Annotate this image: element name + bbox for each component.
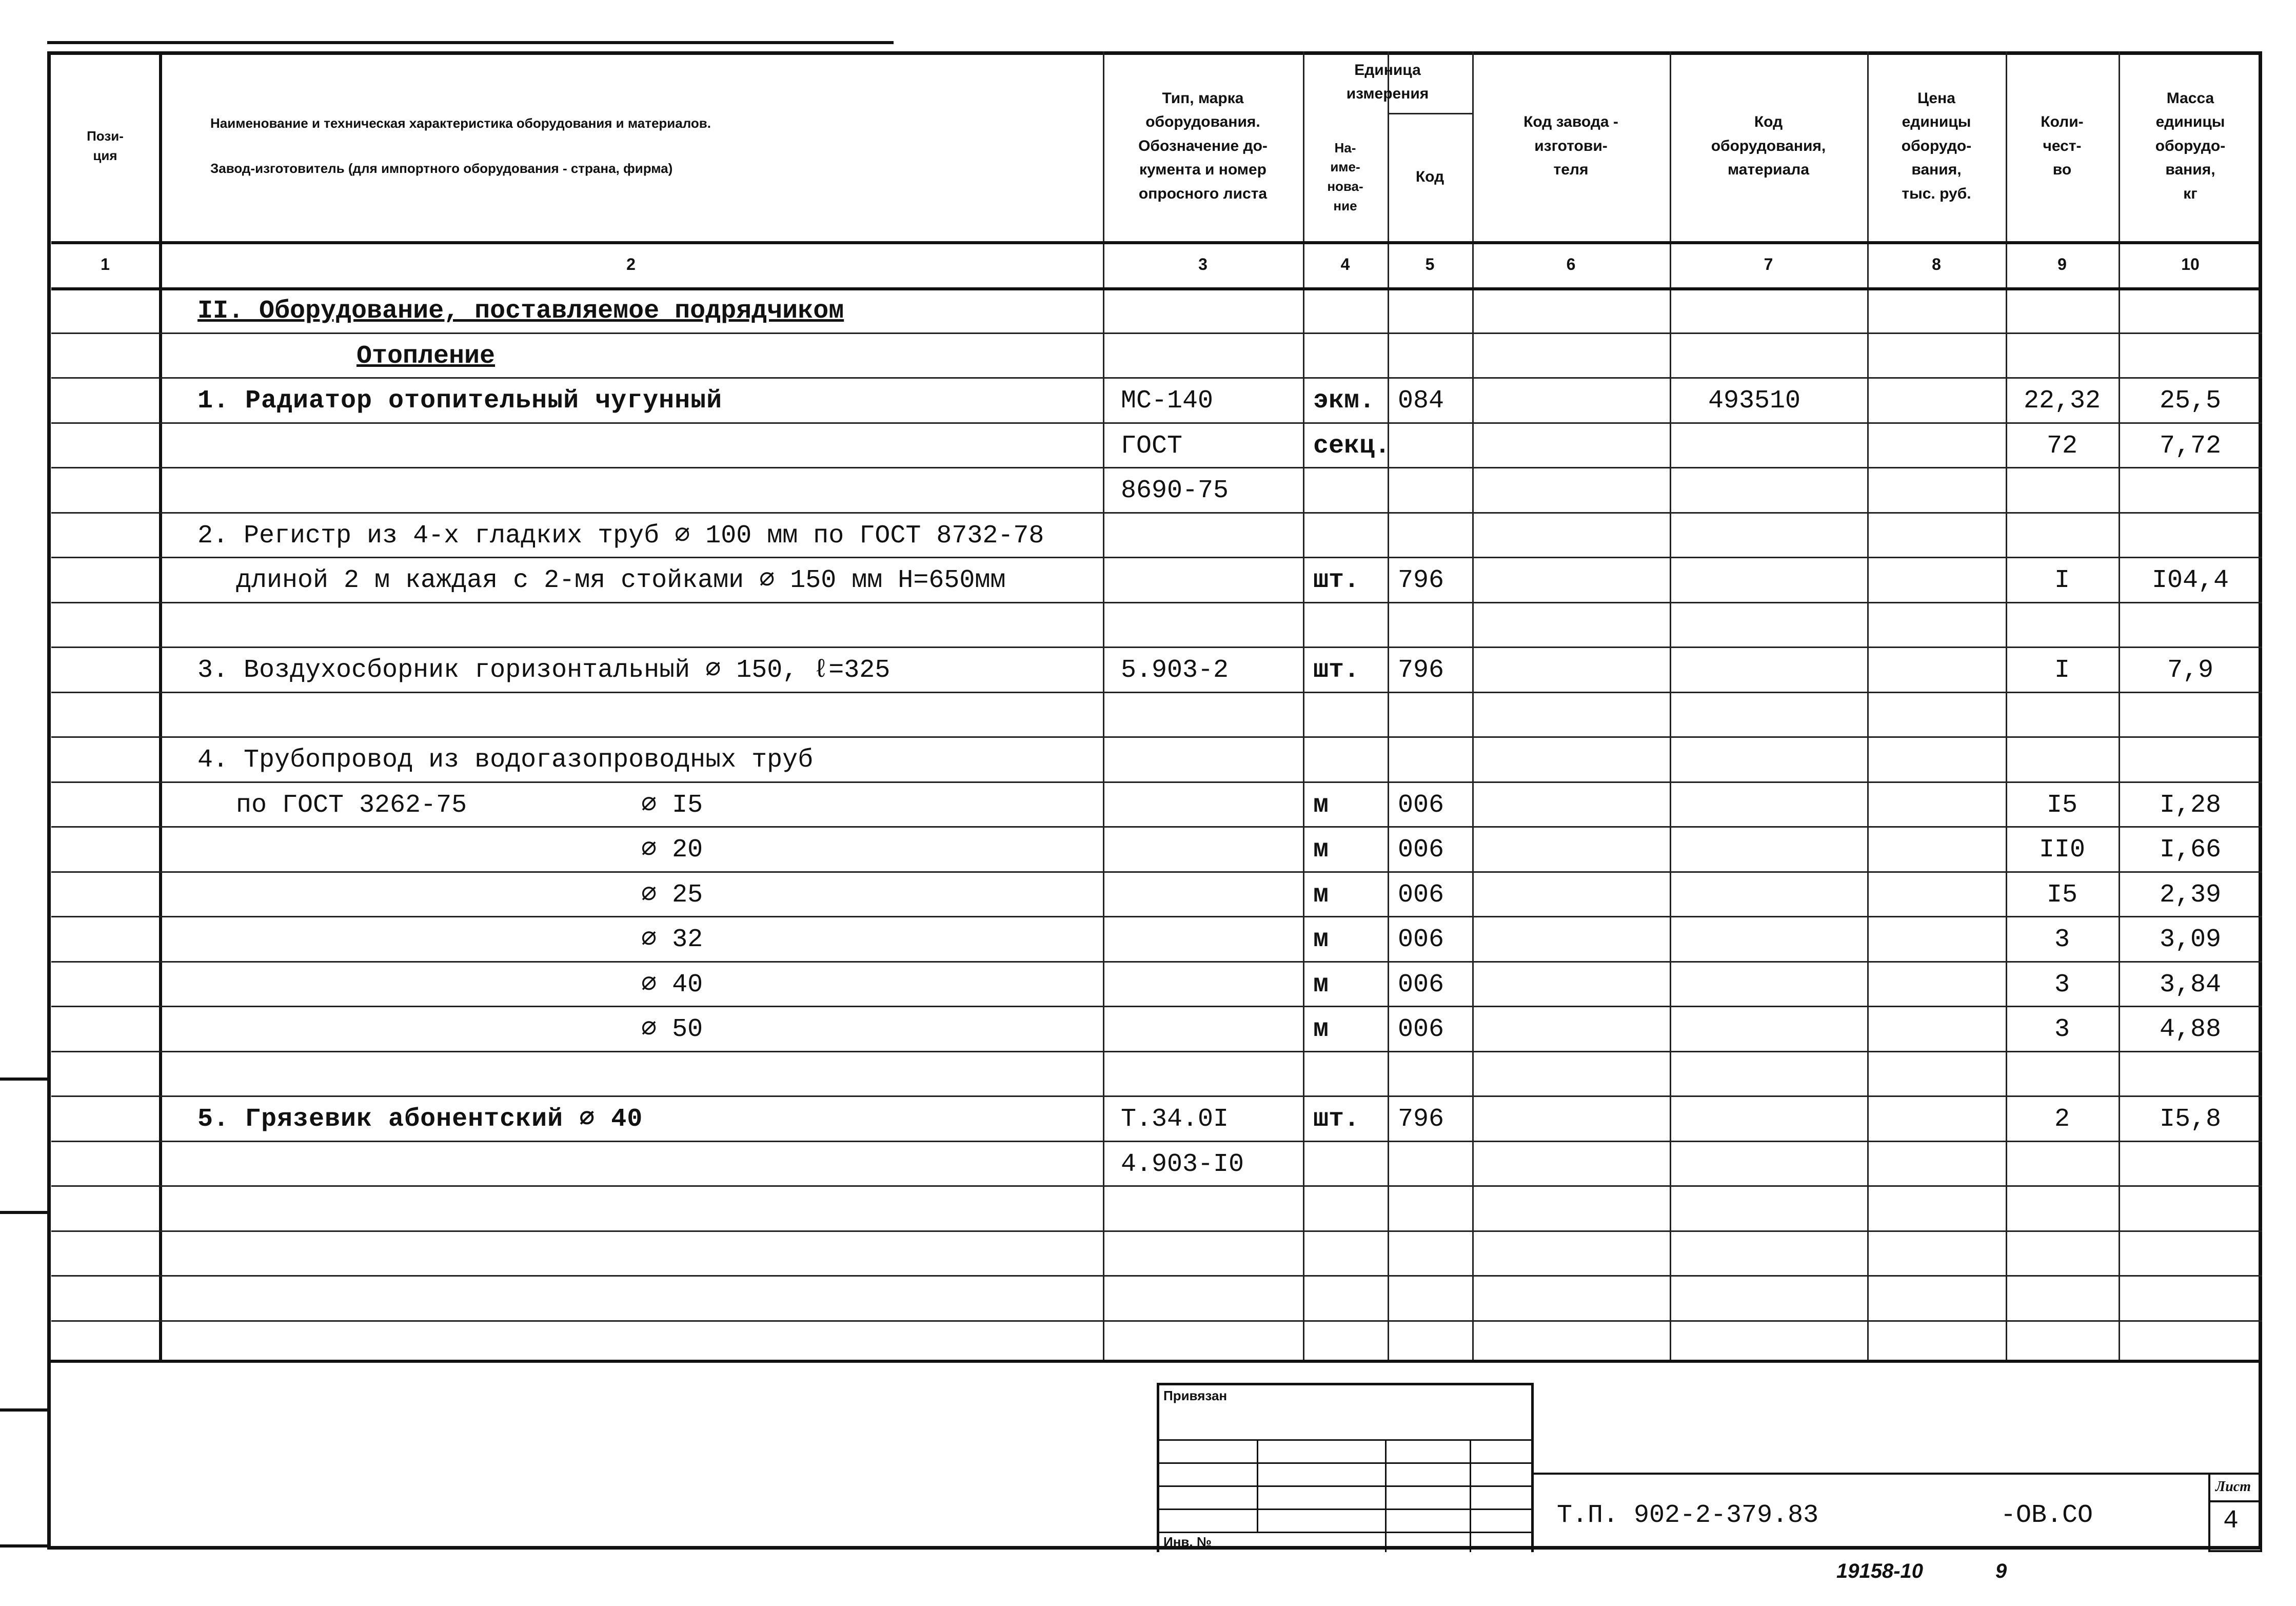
row-name: 3. Воздухосборник горизонтальный ∅ 150, ℓ=325 <box>197 656 890 685</box>
row-unit-code: 006 <box>1398 880 1444 910</box>
column-number: 1 <box>101 254 110 273</box>
grid-line <box>51 1230 2262 1232</box>
column-number: 5 <box>1425 254 1435 273</box>
row-name: длиной 2 м каждая с 2-мя стойками ∅ 150 мм H=650мм <box>236 566 1006 595</box>
row-type: Т.34.0I <box>1121 1105 1229 1134</box>
row-type: 4.903-I0 <box>1121 1149 1244 1179</box>
row-mass: 7,72 <box>2160 431 2222 461</box>
row-unit: м <box>1313 835 1329 865</box>
grid-line <box>51 1141 2262 1142</box>
column-number: 3 <box>1198 254 1208 273</box>
row-quantity: 72 <box>2047 431 2078 461</box>
row-quantity: 3 <box>2054 970 2070 1000</box>
grid-line <box>51 1320 2262 1322</box>
margin-tick <box>0 1544 47 1548</box>
row-quantity: 2 <box>2054 1105 2070 1134</box>
margin-tick <box>0 1211 47 1214</box>
sheet-label: Лист <box>2215 1479 2251 1495</box>
grid-line <box>51 961 2262 963</box>
header-price: Цена единицы оборудо- вания, тыс. руб. <box>1901 89 1972 202</box>
margin-tick <box>0 1408 47 1412</box>
sheet-number: 4 <box>2223 1506 2239 1536</box>
row-type: ГОСТ <box>1121 431 1183 461</box>
row-unit-code: 796 <box>1398 1105 1444 1134</box>
row-equipment-code: 493510 <box>1708 386 1801 416</box>
row-name: 1. Радиатор отопительный чугунный <box>197 386 723 416</box>
row-unit-code: 006 <box>1398 790 1444 820</box>
row-type: 5.903-2 <box>1121 656 1229 685</box>
grid-line <box>51 1185 2262 1187</box>
row-quantity: 3 <box>2054 1015 2070 1044</box>
row-name: 2. Регистр из 4-х гладких труб ∅ 100 мм по ГОСТ 8732-78 <box>197 521 1044 551</box>
row-quantity: I5 <box>2047 880 2078 910</box>
header-unit-name: На- име- нова- ние <box>1327 140 1363 213</box>
row-unit-code: 084 <box>1398 386 1444 416</box>
column-number: 10 <box>2181 254 2200 273</box>
grid-line <box>51 512 2262 514</box>
row-unit-code: 796 <box>1398 656 1444 685</box>
row-name: 4. Трубопровод из водогазопроводных труб <box>197 746 814 775</box>
row-name: II. Оборудование, поставляемое подрядчиком <box>197 297 844 326</box>
attached-label: Привязан <box>1163 1388 1228 1403</box>
row-unit-code: 006 <box>1398 835 1444 865</box>
grid-line <box>51 916 2262 917</box>
row-quantity: I <box>2054 566 2070 595</box>
row-mass: I,28 <box>2160 790 2222 820</box>
grid-line <box>51 647 2262 648</box>
row-unit: экм. <box>1313 386 1375 416</box>
row-unit: шт. <box>1313 566 1360 595</box>
header-position: Пози- ция <box>87 128 124 163</box>
grid-line <box>51 1275 2262 1277</box>
row-unit: м <box>1313 1015 1329 1044</box>
row-unit-code: 006 <box>1398 925 1444 954</box>
grid-line <box>51 332 2262 334</box>
column-number: 2 <box>626 254 636 273</box>
row-quantity: 3 <box>2054 925 2070 954</box>
row-name: 5. Грязевик абонентский ∅ 40 <box>197 1105 643 1134</box>
row-mass: I04,4 <box>2152 566 2229 595</box>
header-type: Тип, марка оборудования. Обозначение до- кумента и номер опросного листа <box>1138 89 1268 202</box>
row-diameter: ∅ 50 <box>641 1015 703 1044</box>
grid-line <box>51 781 2262 783</box>
row-mass: 25,5 <box>2160 386 2222 416</box>
grid-line <box>51 1095 2262 1097</box>
grid-line <box>51 692 2262 693</box>
header-equipment-code: Код оборудования, материала <box>1711 113 1826 179</box>
grid-line <box>51 377 2262 379</box>
row-unit: шт. <box>1313 1105 1360 1134</box>
sheet-box <box>2208 1473 2262 1552</box>
row-quantity: I <box>2054 656 2070 685</box>
row-unit: секц. <box>1313 431 1391 461</box>
row-diameter: ∅ 25 <box>641 880 703 910</box>
row-diameter: ∅ I5 <box>641 790 703 820</box>
column-number: 8 <box>1932 254 1941 273</box>
header-unit-group: Единица измерения <box>1346 61 1429 102</box>
row-mass: 7,9 <box>2167 656 2214 685</box>
row-mass: 3,84 <box>2160 970 2222 1000</box>
grid-line <box>51 467 2262 468</box>
row-diameter: ∅ 40 <box>641 970 703 1000</box>
document-code: Т.П. 902-2-379.83 <box>1557 1501 1819 1530</box>
header-mass: Масса единицы оборудо- вания, кг <box>2155 89 2226 202</box>
header-factory-code: Код завода - изготови- теля <box>1523 113 1618 179</box>
document-suffix: -ОВ.СО <box>2001 1501 2093 1530</box>
grid-line <box>51 287 2262 290</box>
grid-line <box>51 1006 2262 1007</box>
header-name: Наименование и техническая характеристика оборудования и материалов. Завод-изготовитель (для импортного оборудования - страна, фирма) <box>210 115 711 176</box>
row-unit: шт. <box>1313 656 1360 685</box>
row-unit-code: 006 <box>1398 1015 1444 1044</box>
margin-tick <box>0 1078 47 1081</box>
row-name: Отопление <box>357 341 496 371</box>
grid-line <box>51 557 2262 558</box>
row-unit-code: 006 <box>1398 970 1444 1000</box>
row-quantity: 22,32 <box>2024 386 2101 416</box>
frame-top-edge <box>47 41 894 44</box>
archive-number: 19158-10 <box>1836 1560 1924 1582</box>
grid-line <box>51 826 2262 828</box>
row-mass: 4,88 <box>2160 1015 2222 1044</box>
column-number: 7 <box>1764 254 1773 273</box>
grid-line <box>51 1051 2262 1052</box>
archive-copy-number: 9 <box>1995 1560 2007 1582</box>
row-mass: I,66 <box>2160 835 2222 865</box>
column-number: 9 <box>2057 254 2067 273</box>
row-mass: 2,39 <box>2160 880 2222 910</box>
row-quantity: I5 <box>2047 790 2078 820</box>
row-diameter: ∅ 20 <box>641 835 703 865</box>
grid-line <box>51 736 2262 738</box>
row-unit: м <box>1313 790 1329 820</box>
grid-line <box>51 422 2262 424</box>
inventory-label: Инв. № <box>1163 1534 1212 1550</box>
header-quantity: Коли- чест- во <box>2041 113 2084 179</box>
row-name: по ГОСТ 3262-75 <box>236 790 467 820</box>
header-unit-code: Код <box>1415 168 1444 185</box>
row-unit-code: 796 <box>1398 566 1444 595</box>
row-diameter: ∅ 32 <box>641 925 703 954</box>
row-unit: м <box>1313 970 1329 1000</box>
row-type: МС-140 <box>1121 386 1214 416</box>
column-number: 4 <box>1340 254 1350 273</box>
row-unit: м <box>1313 925 1329 954</box>
column-number: 6 <box>1566 254 1576 273</box>
row-mass: 3,09 <box>2160 925 2222 954</box>
grid-line <box>51 871 2262 873</box>
row-unit: м <box>1313 880 1329 910</box>
row-mass: I5,8 <box>2160 1105 2222 1134</box>
row-type: 8690-75 <box>1121 476 1229 505</box>
row-quantity: II0 <box>2039 835 2086 865</box>
grid-line <box>51 602 2262 603</box>
